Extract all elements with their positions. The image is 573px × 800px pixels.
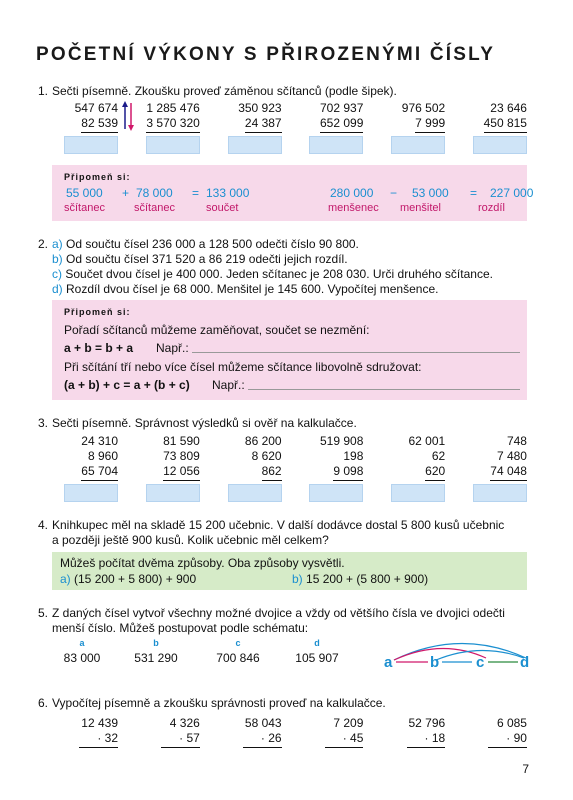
item-letter: c xyxy=(235,638,241,648)
item-letter: b) xyxy=(52,252,63,266)
answer-box[interactable] xyxy=(228,136,282,154)
eq-value: 55 000 xyxy=(66,186,103,200)
task1-col xyxy=(52,101,118,154)
item-value: 83 000 xyxy=(63,651,101,665)
addend-b: 3 570 320 xyxy=(146,116,199,133)
addend: 65 704 xyxy=(81,464,118,481)
multiplier: · 32 xyxy=(79,731,118,748)
task3-col xyxy=(379,434,445,502)
task4-text xyxy=(52,518,504,548)
task5-line: menší číslo. Můžeš postupovat podle schématu: xyxy=(52,621,309,635)
item-text: Od součtu čísel 236 000 a 128 500 odečti číslo 90 800. xyxy=(66,237,359,251)
task6-text: Vypočítej písemně a zkoušku správnosti proveď na kalkulačce. xyxy=(52,696,386,710)
task6-number: 6. xyxy=(38,696,49,710)
addend-a: 976 502 xyxy=(401,101,446,115)
task1-col xyxy=(297,101,363,154)
factor: 52 796 xyxy=(408,716,446,730)
item-letter: b) xyxy=(292,572,303,586)
method-expression: (15 200 + 5 800) + 900 xyxy=(74,572,197,586)
associative-law: (a + b) + c = a + (b + c) xyxy=(64,378,190,392)
answer-box[interactable] xyxy=(473,484,527,502)
scheme-letter: a xyxy=(384,654,393,671)
answer-box[interactable] xyxy=(473,136,527,154)
factor: 7 209 xyxy=(333,716,364,730)
term-label: sčítanec xyxy=(134,202,175,214)
task4-number: 4. xyxy=(38,518,49,532)
multiplier: · 45 xyxy=(325,731,364,748)
task1-text: Sečti písemně. Zkoušku proveď záměnou sčítanců (podle šipek). xyxy=(52,84,397,98)
addend-a: 350 923 xyxy=(238,101,282,115)
answer-box[interactable] xyxy=(309,484,363,502)
item-letter: d xyxy=(314,638,320,648)
addend: 62 001 xyxy=(408,434,446,448)
answer-box[interactable] xyxy=(146,484,200,502)
task3-columns xyxy=(52,434,527,502)
addend: 86 200 xyxy=(244,434,282,448)
multiplier: · 90 xyxy=(488,731,527,748)
task3-number: 3. xyxy=(38,416,49,430)
eq-value: 280 000 xyxy=(330,186,374,200)
method-expression: 15 200 + (5 800 + 900) xyxy=(306,572,429,586)
addend-a: 702 937 xyxy=(320,101,364,115)
multiplier: · 57 xyxy=(161,731,200,748)
scheme-letter: d xyxy=(520,654,530,671)
item-value: 700 846 xyxy=(216,651,260,665)
scheme-letter: b xyxy=(430,654,440,671)
item-value: 105 907 xyxy=(295,651,339,665)
term-label: rozdíl xyxy=(478,202,505,214)
commutative-law: a + b = b + a xyxy=(64,341,134,355)
item-text: Rozdíl dvou čísel je 68 000. Menšitel je 145 600. Vypočítej menšence. xyxy=(66,282,439,296)
task1-col xyxy=(216,101,282,154)
task1-col xyxy=(134,101,200,154)
addition-example xyxy=(66,186,266,200)
addend-a: 547 674 xyxy=(74,101,118,115)
item-text: Součet dvou čísel je 400 000. Jeden sčítanec je 208 030. Urči druhého sčítance. xyxy=(65,267,493,281)
addend: 7 480 xyxy=(496,449,527,463)
addend: 74 048 xyxy=(490,464,527,481)
task5-numbers xyxy=(52,638,362,670)
task6-col xyxy=(52,716,118,748)
term-label: menšenec xyxy=(328,202,379,214)
reminder-box-2 xyxy=(52,300,527,400)
task3-col xyxy=(52,434,118,502)
eq-value: 53 000 xyxy=(412,186,449,200)
arc-a-d xyxy=(394,643,526,660)
addend-a: 1 285 476 xyxy=(146,101,200,115)
addend: 9 098 xyxy=(333,464,363,481)
eq-operator: + xyxy=(122,186,130,200)
addend-a: 23 646 xyxy=(490,101,527,115)
task3-text: Sečti písemně. Správnost výsledků si ověř na kalkulačce. xyxy=(52,416,357,430)
addend: 748 xyxy=(506,434,527,448)
answer-box[interactable] xyxy=(64,484,118,502)
subtraction-example xyxy=(330,186,546,200)
task6-col xyxy=(134,716,200,748)
term-label: menšitel xyxy=(400,202,441,214)
example-line[interactable] xyxy=(192,342,520,353)
hint-box xyxy=(52,552,527,590)
page-title: POČETNÍ VÝKONY S PŘIROZENÝMI ČÍSLY xyxy=(36,44,496,65)
task3-col xyxy=(216,434,282,502)
addend: 519 908 xyxy=(320,434,364,448)
subtraction-terms xyxy=(328,202,528,214)
item-value: 531 290 xyxy=(134,651,178,665)
multiplier: · 18 xyxy=(407,731,446,748)
term-label: součet xyxy=(206,202,239,214)
addend: 198 xyxy=(343,449,364,463)
addend: 620 xyxy=(425,464,445,481)
item-letter: d) xyxy=(52,282,63,296)
task5-text xyxy=(52,606,505,636)
reminder-heading: Připomeň si: xyxy=(64,172,131,182)
factor: 12 439 xyxy=(81,716,118,730)
task6-columns xyxy=(52,716,527,748)
addend-b: 450 815 xyxy=(484,116,527,133)
task2-list xyxy=(52,237,493,297)
eq-value: 78 000 xyxy=(136,186,173,200)
addend: 73 809 xyxy=(163,449,200,463)
method-a xyxy=(60,572,196,586)
answer-box[interactable] xyxy=(391,136,445,154)
commutative-text: Pořadí sčítanců můžeme zaměňovat, součet se nezmění: xyxy=(64,323,370,337)
task1-columns xyxy=(52,101,527,154)
addend-b: 82 539 xyxy=(81,116,118,133)
item-text: Od součtu čísel 371 520 a 86 219 odečti jejich rozdíl. xyxy=(66,252,348,266)
addend-b: 7 999 xyxy=(415,116,445,133)
addition-terms xyxy=(64,202,266,214)
task3-col xyxy=(461,434,527,502)
task1-number: 1. xyxy=(38,84,49,98)
eq-operator: = xyxy=(192,186,200,200)
reminder-heading: Připomeň si: xyxy=(64,307,131,317)
example-label: Např.: xyxy=(156,341,189,355)
task3-col xyxy=(134,434,200,502)
item-letter: a) xyxy=(52,237,63,251)
addend: 24 310 xyxy=(81,434,118,448)
eq-operator: = xyxy=(470,186,478,200)
task6-col xyxy=(297,716,363,748)
task2-item xyxy=(52,237,493,252)
item-letter: a) xyxy=(60,572,71,586)
swap-arrows-icon xyxy=(122,101,134,131)
task6-col xyxy=(379,716,445,748)
task3-col xyxy=(297,434,363,502)
item-letter: b xyxy=(153,638,159,648)
reminder-box-1 xyxy=(52,165,534,221)
factor: 4 326 xyxy=(169,716,200,730)
addend: 8 960 xyxy=(87,449,118,463)
task6-col xyxy=(461,716,527,748)
factor: 58 043 xyxy=(244,716,282,730)
eq-operator: − xyxy=(390,186,398,200)
addend: 12 056 xyxy=(163,464,200,481)
task5-line: Z daných čísel vytvoř všechny možné dvojice a vždy od většího čísla ve dvojici odečti xyxy=(52,606,505,620)
task4-line: a později ještě 900 kusů. Kolik učebnic měl celkem? xyxy=(52,533,329,547)
term-label: sčítanec xyxy=(64,202,105,214)
factor: 6 085 xyxy=(496,716,527,730)
addend: 862 xyxy=(262,464,282,481)
hint-text: Můžeš počítat dvěma způsoby. Oba způsoby vysvětli. xyxy=(60,556,345,570)
answer-box[interactable] xyxy=(309,136,363,154)
eq-value: 133 000 xyxy=(206,186,250,200)
item-letter: c) xyxy=(52,267,62,281)
task1-col xyxy=(461,101,527,154)
task2-item xyxy=(52,252,493,267)
eq-value: 227 000 xyxy=(490,186,534,200)
addend: 62 xyxy=(431,449,446,463)
task2-number: 2. xyxy=(38,237,49,251)
answer-box[interactable] xyxy=(391,484,445,502)
multiplier: · 26 xyxy=(243,731,282,748)
associative-text: Při sčítání tří nebo více čísel můžeme sčítance libovolně sdružovat: xyxy=(64,360,422,374)
task6-col xyxy=(216,716,282,748)
page-number: 7 xyxy=(522,762,529,776)
example-label: Např.: xyxy=(212,378,245,392)
task4-line: Knihkupec měl na skladě 15 200 učebnic. V další dodávce dostal 5 800 kusů učebnic xyxy=(52,518,505,532)
answer-box[interactable] xyxy=(228,484,282,502)
addend: 8 620 xyxy=(251,449,282,463)
pairing-scheme xyxy=(380,634,532,672)
addend-b: 24 387 xyxy=(245,116,282,133)
answer-box[interactable] xyxy=(64,136,118,154)
task2-item xyxy=(52,267,493,282)
addend: 81 590 xyxy=(163,434,200,448)
addend-b: 652 099 xyxy=(320,116,363,133)
task5-number: 5. xyxy=(38,606,49,620)
example-line[interactable] xyxy=(248,379,520,390)
method-b xyxy=(292,572,428,586)
scheme-letter: c xyxy=(476,654,485,671)
item-letter: a xyxy=(79,638,85,648)
task1-col xyxy=(379,101,445,154)
answer-box[interactable] xyxy=(146,136,200,154)
task2-item xyxy=(52,282,493,297)
